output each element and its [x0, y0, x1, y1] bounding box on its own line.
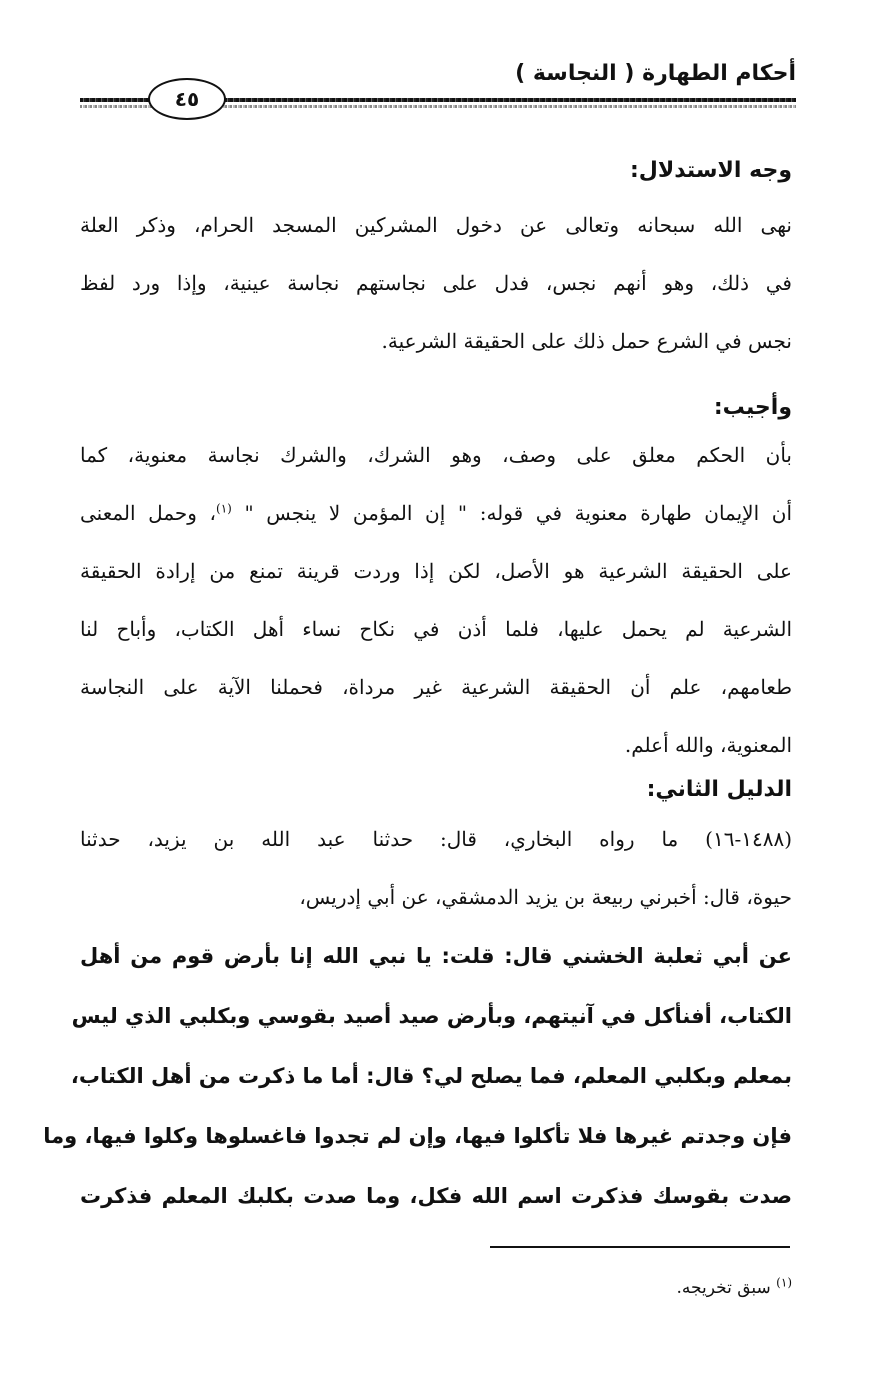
- hadith-text: [43, 926, 792, 1226]
- text-line: الشرعية لم يحمل عليها، فلما أذن في نكاح نساء أهل الكتاب، وأباح لنا: [80, 617, 792, 641]
- text-line: حيوة، قال: أخبرني ربيعة بن يزيد الدمشقي، عن أبي إدريس،: [299, 885, 792, 909]
- text-line: على الحقيقة الشرعية هو الأصل، لكن إذا وردت قرينة تمنع من إرادة الحقيقة: [80, 559, 792, 583]
- text-line: فإن وجدتم غيرها فلا تأكلوا فيها، وإن لم تجدوا فاغسلوها وكلوا فيها، وما: [43, 1124, 792, 1148]
- text-line: المعنوية، والله أعلم.: [624, 733, 792, 757]
- text-segment: ، وحمل المعنى: [80, 501, 216, 525]
- footnote: [80, 1275, 792, 1301]
- running-header: [80, 58, 796, 128]
- page-number: ٤٥: [148, 78, 226, 120]
- isnad: [80, 810, 792, 926]
- text-line: في ذلك، وهو أنهم نجس، فدل على نجاستهم نجاسة عينية، وإذا ورد لفظ: [80, 271, 792, 295]
- book-title: أحكام الطهارة ( النجاسة ): [515, 61, 796, 86]
- text-line: صدت بقوسك فذكرت اسم الله فكل، وما صدت بكلبك المعلم فذكرت: [80, 1184, 792, 1208]
- paragraph: [80, 196, 792, 370]
- footnote-separator: [490, 1246, 790, 1248]
- paragraph: [80, 426, 792, 774]
- text-line: بأن الحكم معلق على وصف، وهو الشرك، والشرك نجاسة معنوية، كما: [80, 443, 792, 467]
- footnote-text: سبق تخريجه.: [676, 1278, 771, 1298]
- text-line: [80, 484, 792, 542]
- section-heading: وأجيب:: [713, 395, 792, 420]
- text-line: نجس في الشرع حمل ذلك على الحقيقة الشرعية.: [381, 329, 792, 353]
- footnote-reference: (١): [216, 501, 232, 516]
- text-line: (١٤٨٨-١٦) ما رواه البخاري، قال: حدثنا عبد الله بن يزيد، حدثنا: [80, 827, 792, 851]
- text-line: طعامهم، علم أن الحقيقة الشرعية غير مرداة، فحملنا الآية على النجاسة: [80, 675, 792, 699]
- text-segment: أن الإيمان طهارة معنوية في قوله: " إن المؤمن لا ينجس ": [244, 501, 793, 525]
- text-line: بمعلم وبكلبي المعلم، فما يصلح لي؟ قال: أما ما ذكرت من أهل الكتاب،: [70, 1064, 792, 1088]
- text-line: الكتاب، أفنأكل في آنيتهم، وبأرض صيد أصيد بقوسي وبكلبي الذي ليس: [71, 1004, 792, 1028]
- footnote-marker: (١): [776, 1275, 792, 1290]
- section-heading: الدليل الثاني:: [646, 777, 792, 802]
- text-line: نهى الله سبحانه وتعالى عن دخول المشركين المسجد الحرام، وذكر العلة: [80, 213, 793, 237]
- section-heading: وجه الاستدلال:: [629, 158, 792, 183]
- text-line: عن أبي ثعلبة الخشني قال: قلت: يا نبي الله إنا بأرض قوم من أهل: [80, 944, 792, 968]
